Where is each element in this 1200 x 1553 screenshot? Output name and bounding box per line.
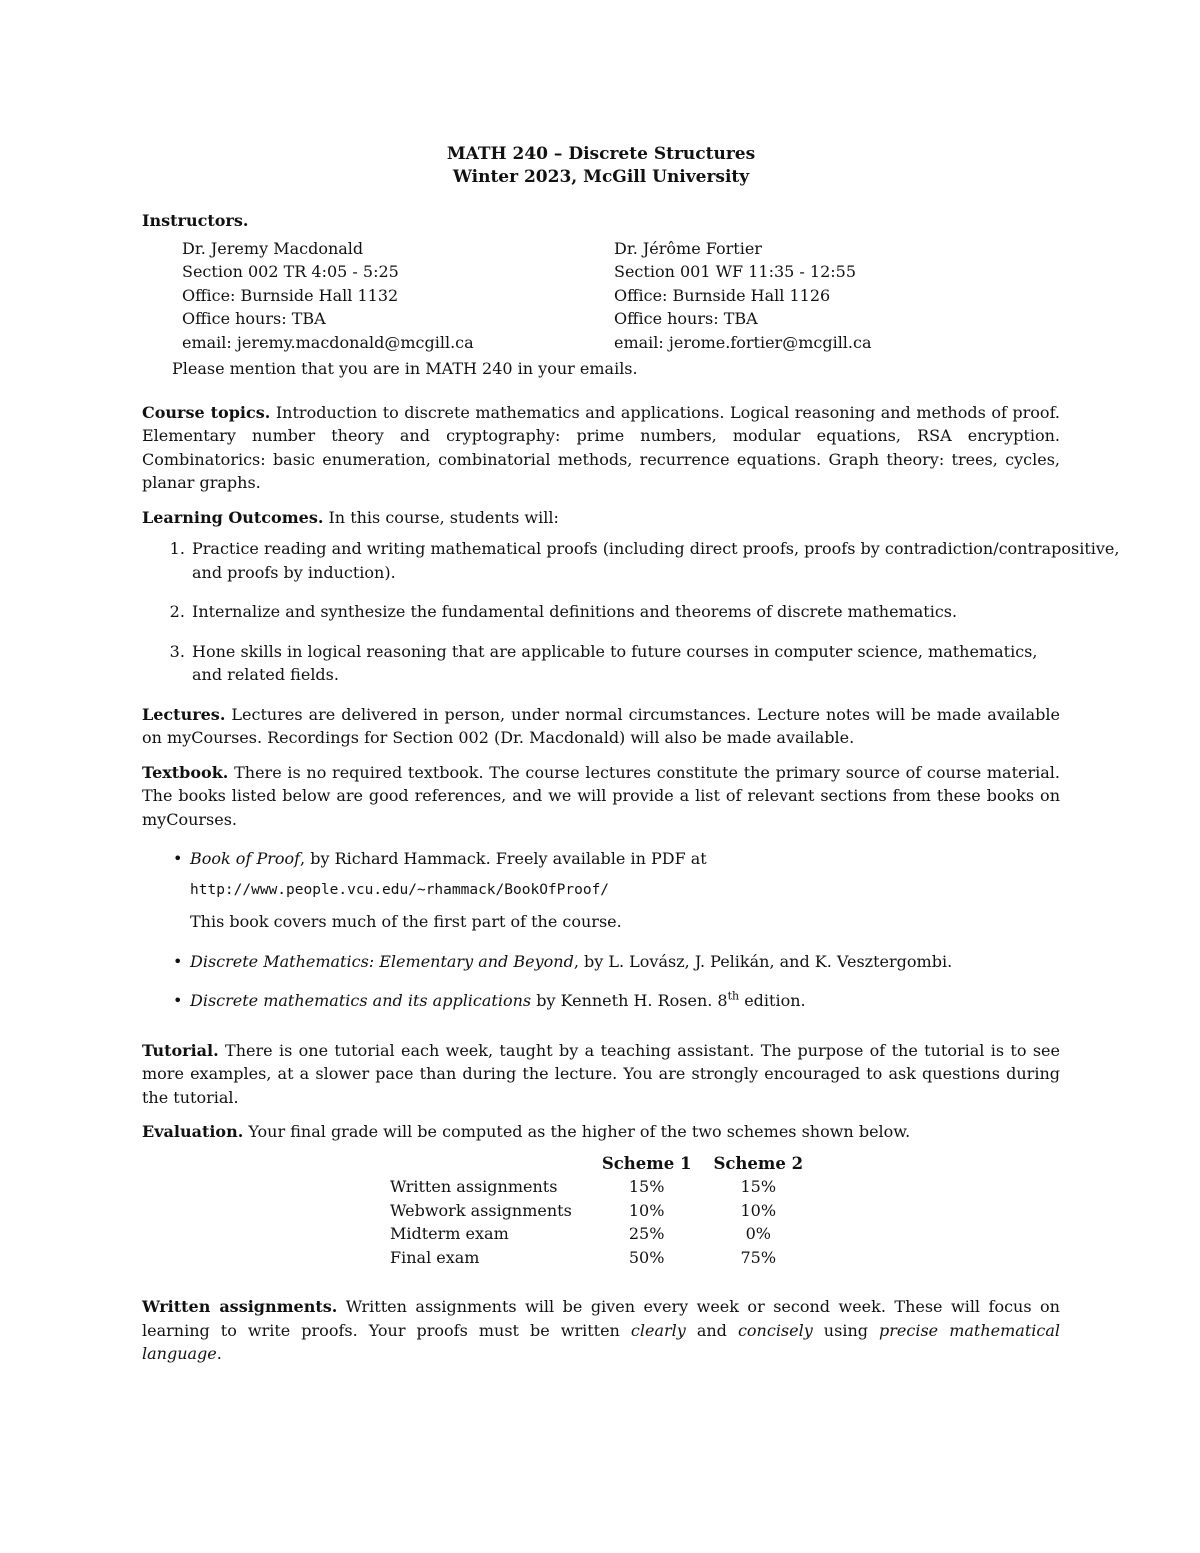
syllabus-page <box>142 143 1120 1377</box>
learning-outcomes-section <box>142 506 1060 530</box>
instructor-email: email: jerome.fortier@mcgill.ca <box>614 332 872 352</box>
written-assignments-heading: Written assignments. <box>142 1297 338 1316</box>
instructor-section: Section 002 TR 4:05 - 5:25 <box>182 262 399 281</box>
textbook-heading: Textbook. <box>142 762 229 782</box>
table-corner <box>390 1152 592 1176</box>
scheme1-value: 50% <box>628 1247 665 1267</box>
book-title: Discrete Mathematics: Elementary and Beyond <box>190 951 574 971</box>
table-row <box>390 1246 815 1270</box>
scheme1-value: 25% <box>628 1224 665 1243</box>
evaluation-section <box>142 1120 1060 1144</box>
instructor-email: email: jeremy.macdonald@mcgill.ca <box>182 332 474 352</box>
instructor-name: Dr. Jérôme Fortier <box>614 238 762 258</box>
tutorial-section <box>142 1039 1060 1110</box>
emphasis-precise-language: precise mathematical language <box>142 1320 1060 1363</box>
emphasis-concisely: concisely <box>737 1320 813 1340</box>
scheme1-value: 10% <box>628 1200 665 1220</box>
book-details: , by Richard Hammack. Freely available in PDF at <box>300 849 707 868</box>
table-row <box>390 1175 815 1199</box>
book-details: by Kenneth H. Rosen. 8 <box>531 991 728 1010</box>
instructor-office: Office: Burnside Hall 1132 <box>182 285 399 305</box>
book-title: Discrete mathematics and its applications <box>190 991 532 1010</box>
textbook-text: There is no required textbook. The course lectures constitute the primary source of course material. The books listed below are good references, and we will provide a list of relevant sections from these books on myCourses. <box>142 762 1060 829</box>
term-title: Winter 2023, McGill University <box>452 167 750 187</box>
book-url[interactable]: http://www.people.vcu.edu/~rhammack/BookOfProof/ <box>190 881 610 898</box>
list-item: 2. Internalize and synthesize the fundamental definitions and theorems of discrete mathematics. <box>190 600 1060 624</box>
instructor-section: Section 001 WF 11:35 - 12:55 <box>614 262 857 281</box>
course-topics-heading: Course topics. <box>142 402 271 422</box>
table-header-row <box>390 1152 815 1176</box>
list-item <box>173 950 1060 974</box>
table-row <box>390 1199 815 1223</box>
instructors-block <box>182 237 1060 355</box>
book-note: This book covers much of the first part of the course. <box>190 912 622 931</box>
edition-superscript: th <box>727 989 740 1003</box>
written-assignments-text: Written assignments will be given every week or second week. These will focus on learning to write proofs. Your proofs must be written <box>142 1297 1060 1340</box>
evaluation-text: Your final grade will be computed as the higher of the two schemes shown below. <box>248 1122 911 1141</box>
instructors-heading: Instructors. <box>142 211 249 230</box>
instructor-macdonald <box>182 237 614 355</box>
instructor-hours: Office hours: TBA <box>614 309 758 328</box>
evaluation-table <box>390 1152 815 1270</box>
scheme2-value: 0% <box>745 1224 771 1243</box>
lectures-heading: Lectures. <box>142 704 226 724</box>
list-item: 3. Hone skills in logical reasoning that are applicable to future courses in computer science, mathematics, and related fields. <box>190 640 1060 687</box>
text-fragment: using <box>812 1320 880 1340</box>
textbook-section <box>142 761 1060 832</box>
bullet-icon: • <box>173 951 183 971</box>
scheme2-value: 10% <box>740 1200 777 1220</box>
lectures-text: Lectures are delivered in person, under normal circumstances. Lecture notes will be made available on myCourses. Recordings for Section 002 (Dr. Macdonald) will also be made available. <box>142 704 1060 747</box>
scheme2-value: 15% <box>740 1177 777 1196</box>
row-label: Written assignments <box>390 1177 558 1196</box>
row-label: Webwork assignments <box>390 1200 572 1220</box>
bullet-icon: • <box>173 849 183 868</box>
course-topics-text: Introduction to discrete mathematics and applications. Logical reasoning and methods of proof. Elementary number theory and cryptography: prime numbers, modular equations, RSA encryption. Combinatorics: basic enumeration, combinatorial methods, recurrence equations. Graph theory: trees, cycles, planar graphs. <box>142 402 1061 492</box>
text-fragment: and <box>685 1320 738 1340</box>
list-item: 1. Practice reading and writing mathematical proofs (including direct proofs, proofs by contradiction/contrapositive, and proofs by induction). <box>190 537 1150 584</box>
book-edition: edition. <box>739 991 806 1010</box>
instructor-hours: Office hours: TBA <box>182 309 326 328</box>
written-assignments-section <box>142 1295 1060 1366</box>
tutorial-heading: Tutorial. <box>142 1040 219 1060</box>
row-label: Midterm exam <box>390 1224 509 1243</box>
book-title: Book of Proof <box>190 849 301 868</box>
emphasis-clearly: clearly <box>630 1320 686 1340</box>
instructor-fortier <box>614 237 1046 355</box>
row-label: Final exam <box>390 1247 480 1267</box>
instructor-name: Dr. Jeremy Macdonald <box>182 238 364 258</box>
email-note: Please mention that you are in MATH 240 in your emails. <box>172 359 638 378</box>
learning-outcomes-intro: In this course, students will: <box>328 507 559 527</box>
books-list <box>142 847 1060 1013</box>
tutorial-text: There is one tutorial each week, taught by a teaching assistant. The purpose of the tutorial is to see more examples, at a slower pace than during the lecture. You are strongly encouraged to ask questions during the tutorial. <box>142 1040 1060 1107</box>
course-topics-section <box>142 401 1060 495</box>
column-header: Scheme 2 <box>713 1153 804 1173</box>
text-fragment: . <box>216 1344 222 1363</box>
learning-outcomes-heading: Learning Outcomes. <box>142 507 324 527</box>
scheme1-value: 15% <box>628 1177 665 1196</box>
list-item <box>173 989 1060 1013</box>
bullet-icon: • <box>173 991 183 1010</box>
scheme2-value: 75% <box>740 1247 777 1267</box>
course-title: MATH 240 – Discrete Structures <box>446 144 756 164</box>
list-item <box>173 847 1060 934</box>
evaluation-heading: Evaluation. <box>142 1122 244 1141</box>
outcomes-list <box>142 537 1120 687</box>
instructor-office: Office: Burnside Hall 1126 <box>614 285 831 305</box>
table-row <box>390 1222 815 1246</box>
book-details: , by L. Lovász, J. Pelikán, and K. Vesztergombi. <box>573 951 953 971</box>
lectures-section <box>142 703 1060 750</box>
title-block <box>142 143 1060 189</box>
column-header: Scheme 1 <box>601 1153 692 1173</box>
